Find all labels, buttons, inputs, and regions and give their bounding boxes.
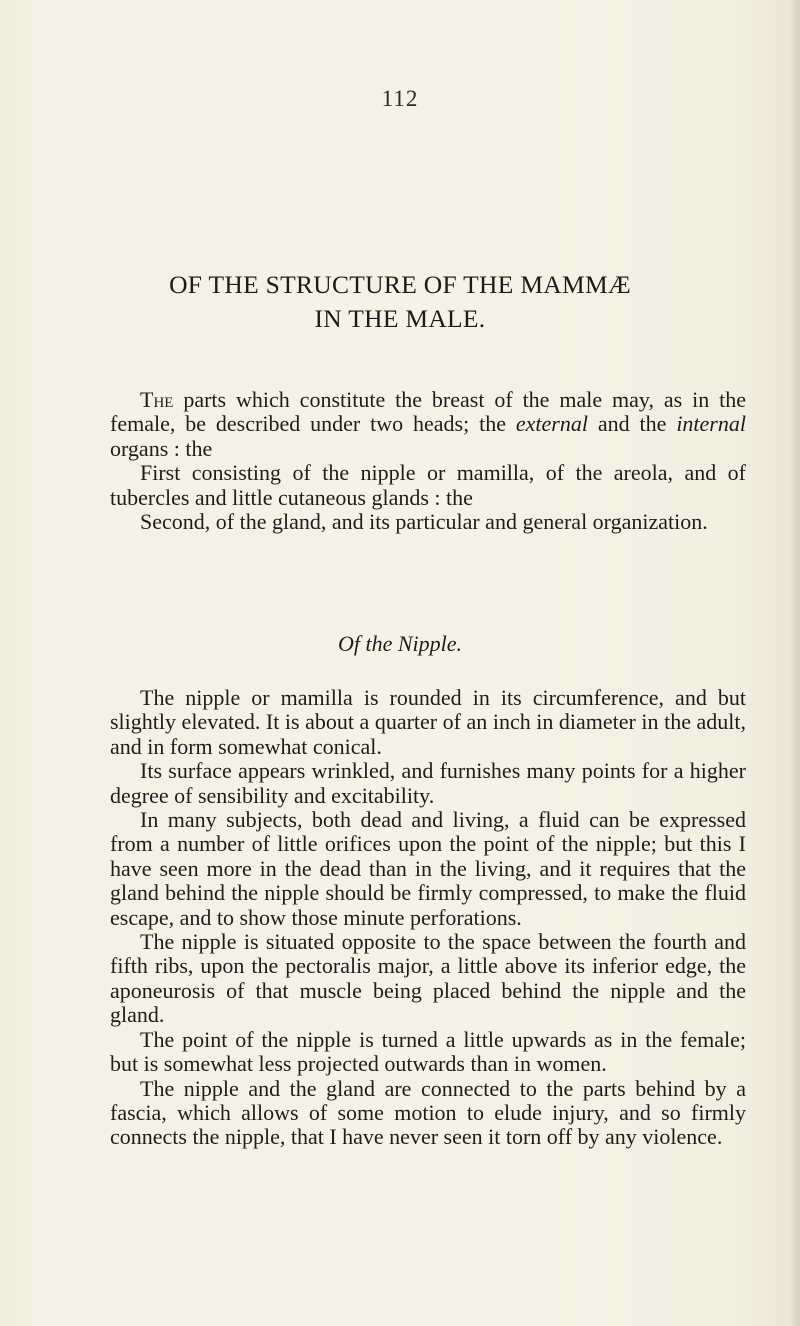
term-external: external xyxy=(515,411,588,437)
body-paragraph-2: Its surface appears wrinkled, and furnishes many points for a higher degree of sensibility and excitability. xyxy=(110,758,746,808)
chapter-title-line-1: OF THE STRUCTURE OF THE MAMMÆ xyxy=(169,270,631,299)
intro-text-a: parts which constitute the breast of the male may, as in the female, be described under two heads; the xyxy=(110,387,746,437)
chapter-title-line-2: IN THE MALE. xyxy=(314,304,486,333)
page-edge-shadow xyxy=(790,0,800,1326)
body-paragraph-4: The nipple is situated opposite to the space between the fourth and fifth ribs, upon the pectoralis major, a little above its inferior edge, the aponeurosis of that muscle being placed behind the nipple and the gland. xyxy=(110,929,746,1028)
page-number: 112 xyxy=(381,86,419,111)
body-section xyxy=(110,686,746,1150)
section-subheading: Of the Nipple. xyxy=(337,631,463,656)
intro-text-c: organs : the xyxy=(110,435,213,461)
intro-paragraph-3: Second, of the gland, and its particular and general organization. xyxy=(140,509,708,535)
chapter-title xyxy=(0,268,800,336)
intro-paragraph-1 xyxy=(110,388,746,461)
body-paragraph-3: In many subjects, both dead and living, a fluid can be expressed from a number of little orifices upon the point of the nipple; but this I have seen more in the dead than in the living, and it requires that the gland behind the nipple should be firmly compressed, to make the fluid escape, and to show those minute perforations. xyxy=(110,807,746,930)
term-internal: internal xyxy=(676,411,746,437)
intro-section xyxy=(110,388,746,534)
body-paragraph-5: The point of the nipple is turned a little upwards as in the female; but is somewhat less projected outwards than in women. xyxy=(110,1026,746,1077)
body-paragraph-1: The nipple or mamilla is rounded in its circumference, and but slightly elevated. It is about a quarter of an inch in diameter in the adult, and in form somewhat conical. xyxy=(110,685,746,759)
intro-text-b: and the xyxy=(587,411,677,437)
intro-lead-word: The xyxy=(140,387,174,412)
body-paragraph-6: The nipple and the gland are connected to the parts behind by a fascia, which allows of some motion to elude injury, and so firmly connects the nipple, that I have never seen it torn off by any violence. xyxy=(110,1075,746,1150)
intro-paragraph-2: First consisting of the nipple or mamilla, of the areola, and of tubercles and little cutaneous glands : the xyxy=(110,460,746,510)
